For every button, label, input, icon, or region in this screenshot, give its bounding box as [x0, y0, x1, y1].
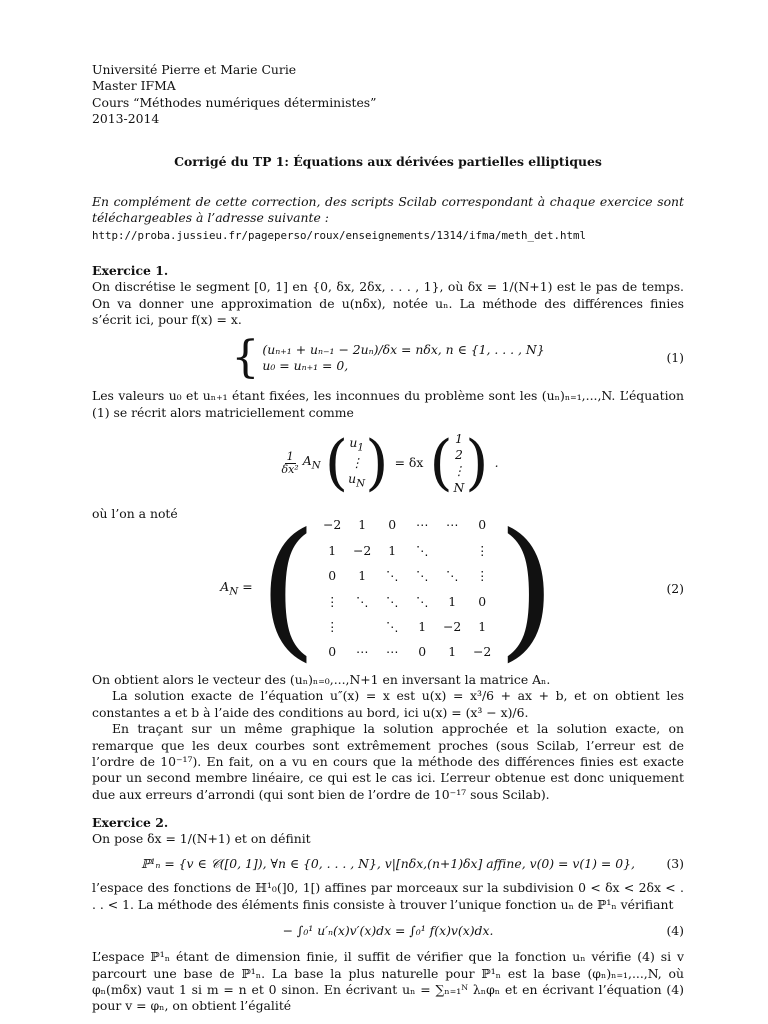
exercise-1-heading: Exercice 1.	[92, 262, 169, 278]
scripts-url: http://proba.jussieu.fr/pageperso/roux/enseignements/1314/ifma/meth_det.html	[92, 228, 587, 242]
equation-1	[92, 332, 684, 384]
master-line: Master IFMA	[92, 78, 176, 94]
equation-3-number: (3)	[666, 855, 684, 871]
exercise-2-heading: Exercice 2.	[92, 815, 169, 830]
header-block	[92, 62, 684, 128]
equation-1-line-1: (uₙ₊₁ + uₙ₋₁ − 2uₙ)/δx = nδx, n ∈ {1, . . . , N}	[262, 342, 545, 357]
intro-text: En complément de cette correction, des scripts Scilab correspondant à chaque exercice sont téléchargeables à l’adresse suivante :	[92, 193, 684, 226]
document-title: Corrigé du TP 1: Équations aux dérivées partielles elliptiques	[174, 153, 602, 169]
matrix-A-N: −2 1 0 ⋯ ⋯ 0 1 −2 1 ⋱ ⋮ 0 1 ⋱ ⋱ ⋱ ⋮ ⋮ ⋱ ⋱ ⋱ 1 0 ⋮ ⋱ 1 −2 1 0 ⋯ ⋯ 0 1 −2	[323, 517, 492, 660]
matrix-equation: $\frac{1}{\text{δx²}}$ $A_N$ ( $u_1$ ⋮ $u_N$ ) = δx ( 1 2 ⋮ N ) .	[281, 428, 499, 499]
left-brace-icon: {	[231, 332, 260, 384]
equation-2-number: (2)	[666, 580, 684, 596]
exercise-2-paragraph-2: l’espace des fonctions de ℍ¹₀(]0, 1[) affines par morceaux sur la subdivision 0 < δx < 2δx < . . . < 1. La méthode des éléments finis consiste à trouver l’unique fonction uₙ de ℙ¹ₙ vérifiant	[92, 880, 684, 912]
equation-4	[92, 923, 684, 939]
university-line: Université Pierre et Marie Curie	[92, 62, 297, 77]
exercise-1-paragraph-4: On obtient alors le vecteur des (uₙ)ₙ₌₀,...,N+1 en inversant la matrice Aₙ.	[92, 672, 551, 687]
equation-4-body: − ∫₀¹ u′ₙ(x)v′(x)dx = ∫₀¹ f(x)v(x)dx.	[282, 922, 494, 938]
exercise-1-paragraph-6: En traçant sur un même graphique la solution approchée et la solution exacte, on remarque que les deux courbes sont extrêmement proches (sous Scilab, l’erreur est de l’ordre de 10⁻¹⁷). En fait, on a vu en cours que la méthode des différences finies est exacte pour un second membre linéaire, ce qui est le cas ici. L’erreur obtenue est donc uniquement due aux erreurs d’arrondi (qui sont bien de l’ordre de 10⁻¹⁷ sous Scilab).	[92, 721, 684, 802]
equation-4-number: (4)	[666, 922, 684, 938]
year-line: 2013-2014	[92, 111, 160, 127]
equation-3	[92, 856, 684, 872]
exercise-1-paragraph-1: On discrétise le segment [0, 1] en {0, δx, 2δx, . . . , 1}, où δx = 1/(N+1) est le pas de temps. On va donner une approximation de u(nδx), notée uₙ. La méthode des différences finies s’écrit ici, pour f(x) = x.	[92, 279, 684, 327]
course-line: Cours “Méthodes numériques déterministes”	[92, 94, 377, 110]
exercise-1-paragraph-5: La solution exacte de l’équation u″(x) = x est u(x) = x³/6 + ax + b, et on obtient les constantes a et b à l’aide des conditions au bord, ici u(x) = (x³ − x)/6.	[92, 688, 684, 720]
exercise-1-paragraph-3: où l’on a noté	[92, 505, 178, 521]
equation-1-number: (1)	[666, 350, 684, 366]
equation-1-line-2: u₀ = uₙ₊₁ = 0,	[262, 358, 349, 374]
exercise-1-paragraph-2: Les valeurs u₀ et uₙ₊₁ étant fixées, les inconnues du problème sont les (uₙ)ₙ₌₁,...,N. L’équation (1) se récrit alors matriciellement comme	[92, 388, 684, 420]
equation-1-system	[231, 332, 545, 384]
equation-2: $A_N$ = ( −2 1 0 ⋯ ⋯ 0 1 −2 1 ⋱ ⋮ 0 1 ⋱ ⋱ ⋱ ⋮ ⋮ ⋱ ⋱ ⋱ 1 0 ⋮ ⋱ 1 −2 1 0 ⋯ ⋯ 0 1 −2 ) (2)	[220, 502, 684, 676]
equation-3-body: ℙ¹ₙ = {v ∈ 𝒞([0, 1]), ∀n ∈ {0, . . . , N}, v|[nδx,(n+1)δx] affine, v(0) = v(1) = 0},	[141, 855, 635, 871]
paper-page	[92, 62, 684, 1015]
exercise-2-paragraph-3: L’espace ℙ¹ₙ étant de dimension finie, il suffit de vérifier que la fonction uₙ vérifie (4) si v parcourt une base de ℙ¹ₙ. La base la plus naturelle pour ℙ¹ₙ est la base (φₙ)ₙ₌₁,...,N, où φₙ(mδx) vaut 1 si m = n et 0 sinon. En écrivant uₙ = ∑ₙ₌₁ᴺ λₙφₙ et en écrivant l’équation (4) pour v = φₙ, on obtient l’égalité	[92, 949, 684, 1014]
exercise-2-paragraph-1: On pose δx = 1/(N+1) et on définit	[92, 831, 311, 847]
